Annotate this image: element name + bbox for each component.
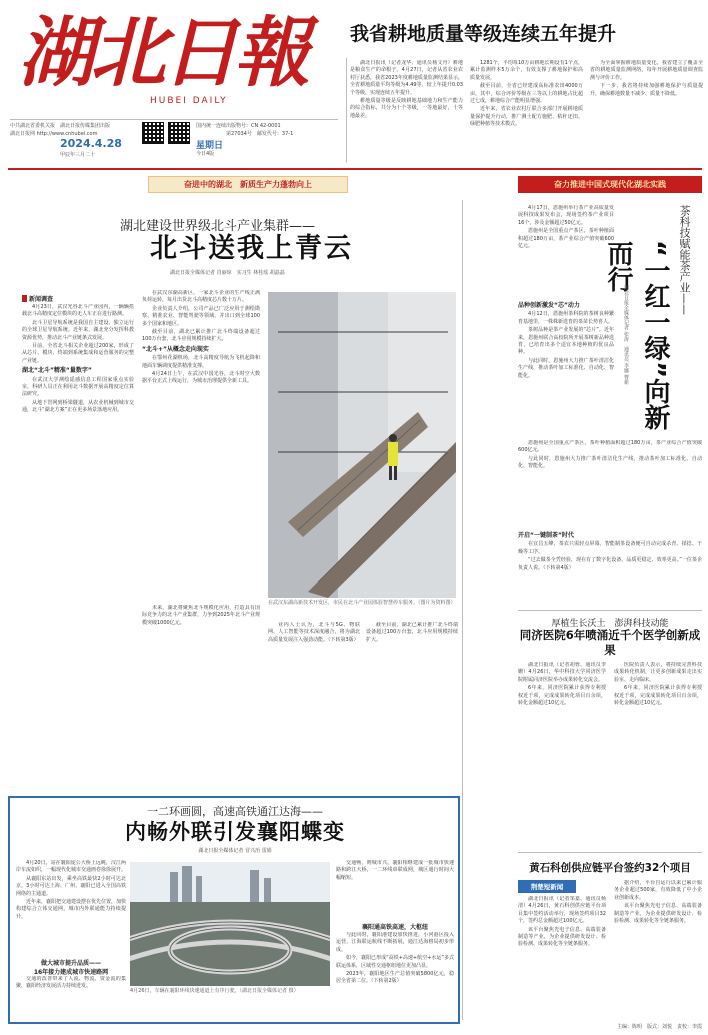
beidou-col1-subhead: 湖北“北斗”精准“量数字” <box>22 367 92 375</box>
platform-col2 <box>614 880 702 1012</box>
top-article-col1 <box>350 60 463 164</box>
top-article-p1: 湖北日报讯（记者龙华、通讯员杨文舟）耕地是粮食生产的命根子。4月27日，记者从省农业农村厅获悉，我省2023年度耕地质量监测结果显示，全省耕地质量平均等级为4.49等，较上年提升0.03个等级，实现连续五年提升。 <box>350 60 463 96</box>
hospital-col1 <box>518 662 606 842</box>
platform-label <box>518 880 576 893</box>
hospital-p1: 湖北日报讯（记者胡蓉、通讯员李姗）4月26日，华中科技大学同济医学院附属同济医院举办成果转化交流会。 <box>518 662 606 683</box>
xiangyang-col1-subhead <box>16 958 126 976</box>
beidou-col1-p5: 从地下管网到桥梁隧道，从农业机械到城市交通，北斗“湖北方案”正在更多场景落地应用。 <box>22 399 134 414</box>
top-article-col2 <box>470 60 583 164</box>
right-column-rule <box>462 200 463 1020</box>
website-line: 湖北日报网 http://www.cnhubei.com <box>10 131 98 137</box>
section-marker-icon <box>22 295 27 302</box>
banner-right <box>518 176 702 193</box>
hospital-p3: 医院负责人表示，将持续完善科技成果转化机制，让更多创新成果走出实验室、走向临床。 <box>614 662 702 683</box>
xiangyang-caption: 4月26日，车辆在襄阳环线快速通道上有序行驶。（湖北日报全媒体记者 摄） <box>130 988 299 994</box>
xiangyang-photo <box>130 862 330 986</box>
tea-byline: 湖北日报全媒体记者 张涛 通讯员 李娜 曹新 <box>623 285 629 385</box>
xiangyang-col1-p1: 4月20日，站在襄阳庞公大桥上远眺，汉江两岸车流如织，一幅现代化城市交通画卷徐徐展开。 <box>16 860 126 874</box>
tea-section-1b <box>518 440 702 530</box>
platform-col1 <box>518 896 606 1012</box>
xiangyang-col3-p2: 与此同时，襄阳港建设加快推进，小河港区投入运营，江海联运航线不断拓展，通江达海格局初步形成。 <box>336 932 454 953</box>
tea-title: “一红一绿”向新而行 <box>603 240 670 431</box>
tea-p1: 4月12日，恩施州茶科院的茶树良种繁育基地里，一株株新选育的茶苗长势喜人。 <box>518 311 614 325</box>
tea-intro-p1: 4月17日，恩施州举行茶产业高质量发展科技成果发布会，现场签约茶产业项目16个，涉及金额超过50亿元。 <box>518 205 614 226</box>
qr-code-1[interactable] <box>142 122 164 144</box>
beidou-col2-subhead: “北斗+”从概念走向现实 <box>142 345 209 353</box>
tea-p5: 与此同时，恩施州大力推广茶叶清洁化生产线，推动茶叶加工标准化、自动化、智能化。 <box>518 455 702 470</box>
hospital-p2: 6年来，同济医院累计获得专利授权近千项，完成成果转化项目百余项，转化金额超过10亿元。 <box>518 685 606 707</box>
tea-p4: 恩施州是全国重点产茶区，茶叶种植面积超过180万亩，茶产业综合产值突破600亿元。 <box>518 440 702 454</box>
hospital-title: 同济医院6年喷涌近千个医学创新成果 <box>519 628 701 657</box>
tea-subhead-2: 开启“一键制茶”时代 <box>518 532 574 539</box>
beidou-title: 北斗送我上青云 <box>150 233 353 264</box>
xiangyang-col1 <box>16 860 126 956</box>
tea-p3: 与此同时，恩施州大力推广茶叶清洁化生产线，推动茶叶加工标准化、自动化、智能化。 <box>518 357 614 379</box>
hospital-kicker: 厚植生长沃土 澎湃科技动能 <box>551 619 669 629</box>
logo-latin: HUBEI DAILY <box>150 96 228 106</box>
xiangyang-col1-p2: 从襄阳东站出发，乘坐高铁最快2小时可达北京，3小时可达上海、广州，襄阳已进入全国高铁网络的主通道。 <box>16 875 126 897</box>
beidou-kicker: 湖北建设世界级北斗产业集群—— <box>120 219 316 234</box>
tea-p2: 茶树品种是茶产业发展的“芯片”。近年来，恩施州联合高校院所开展茶树新品种选育，已培育出多个适宜本地种植的优良品种。 <box>518 327 614 356</box>
beidou-bottom-p2: 业内人士认为，北斗与5G、物联网、人工智能等技术深度融合，将为湖北高质量发展注入强劲动能。（下转第3版） <box>268 622 360 643</box>
issue-number: 国内统一连续出版物号：CN 42-0001 <box>196 123 281 129</box>
top-article-p2: 耕地质量等级是反映耕地基础地力和生产能力的综合指标，共分为十个等级，一等地最好，十等地最差。 <box>350 98 463 119</box>
beidou-col2-p4: 在鄂州花湖机场，北斗高精度导航为飞机起降和地面车辆调度提供精准支撑。 <box>142 355 260 369</box>
qr-code-2[interactable] <box>168 122 190 144</box>
beidou-photo-caption: 在武汉东湖高新技术开发区，市民在北斗产业园体验智慧停车服务。（图片为资料图） <box>268 600 456 606</box>
top-article-p3: 1281个，平均每10万亩耕地长期设有1个点，累计监测样本5万余个，有效支撑了耕地保护和高质量发展。 <box>470 60 583 81</box>
hospital-p4: 6年来，同济医院累计获得专利授权近千项，完成成果转化项目百余项，转化金额超过10亿元。 <box>614 685 702 707</box>
hospital-col2 <box>614 662 702 842</box>
divider <box>10 119 338 120</box>
stair-illustration <box>268 292 456 598</box>
section-label-text: 新闻调查 <box>29 296 54 303</box>
lunar-date: 甲辰年三月二十 <box>60 152 96 158</box>
beidou-col2-p5: 4月24日上午，在武汉中国光谷，北斗时空大数据平台正式上线运行，为城市治理提供全新工具。 <box>142 371 260 385</box>
tea-section-2 <box>518 530 702 606</box>
beidou-col1-p4: 在武汉大学测绘遥感信息工程国家重点实验室，科研人员正在利用北斗数据开展高精度定位算法研究。 <box>22 376 134 398</box>
xiangyang-col3-p1: 交通畅，则城市兴。襄阳相继建成一批城市快速路和跨江大桥，一二环线串联成网，城区通行时间大幅缩短。 <box>336 860 454 881</box>
page-count: 今日4版 <box>196 151 215 157</box>
beidou-col2 <box>142 290 260 596</box>
platform-title: 黄石科创供应链平台签约32个项目 <box>529 862 691 874</box>
top-article-p5: 近年来，省农业农村厅联合多部门开展耕地质量保护提升行动，推广测土配方施肥、秸秆还田、绿肥种植等技术模式。 <box>470 106 583 128</box>
beidou-photo <box>268 292 456 598</box>
banner-right-text: 奋力推进中国式现代化湖北实践 <box>554 180 666 189</box>
beidou-bottom-p1: 未来，湖北将聚焦北斗规模化应用，打造具有国际竞争力的北斗产业集群，力争到2025年北斗产业规模突破1000亿元。 <box>142 605 260 626</box>
beidou-bottom-p3: 截至目前，湖北已累计推广北斗终端设备超过100万台套，北斗应用规模持续扩大。 <box>366 622 458 643</box>
xiangyang-col3b <box>336 932 454 1016</box>
beidou-bottom-col2 <box>268 622 360 732</box>
xiangyang-title: 内畅外联引发襄阳蝶变 <box>125 819 345 844</box>
xiangyang-col1b <box>16 976 126 1018</box>
xiangyang-col1-p4: 交通的改善带来了人流、物流、资金流的集聚，襄阳经济发展活力持续迸发。 <box>16 976 126 990</box>
xiangyang-col1-p3: 近年来，襄阳把交通建设摆在优先位置，加快构建综合立体交通网，城市内外联通能力持续提升。 <box>16 899 126 920</box>
tea-divider <box>518 610 702 611</box>
tea-title-side: 茶科技赋能茶产业—— <box>678 205 691 315</box>
beidou-byline: 湖北日报全媒体记者 肖丽琼 实习生 林桂瑶 胡皛皛 <box>170 270 285 276</box>
banner-left <box>148 176 348 193</box>
lead-headline: 我省耕地质量等级连续五年提升 <box>350 23 617 45</box>
banner-left-text: 奋进中的湖北 新质生产力蓬勃向上 <box>184 180 312 189</box>
xiangyang-kicker: 一二环画圆，高速高铁通江达海—— <box>147 805 323 818</box>
beidou-col1 <box>22 304 134 784</box>
top-article-p6: 为全面掌握耕地质量变化，我省建立了覆盖全省的耕地质量监测网络，每年开展耕地质量调查监测与评价工作。 <box>590 60 703 81</box>
weekday: 星期日 <box>196 141 224 151</box>
footer-credit: 主编：陈明 版式：刘悦 责校：李霞 <box>616 1024 702 1030</box>
publisher-line: 中共湖北省委机关报 湖北日报传媒集团出版 <box>10 123 111 129</box>
date: 2024.4.28 <box>60 137 122 150</box>
logo: 湖北日報 <box>18 8 306 97</box>
xiangyang-col1-subhead-2: 16年接力建成城市快速路网 <box>33 969 109 976</box>
beidou-col1-p1: 4月23日，武汉光谷北斗产业园内，一辆辆搭载北斗高精度定位模块的无人车正在进行路测。 <box>22 304 134 318</box>
xiangyang-col3-p3: 如今，襄阳已形成“高铁+高速+航空+水运”多式联运体系，区域性交通枢纽地位更加凸显。 <box>336 955 454 969</box>
beidou-col2-p1: 在武汉东湖高新区，一家北斗企业的生产线正满负荷运转，每月出货北斗高精度芯片数十万片。 <box>142 290 260 304</box>
hospital-divider <box>518 852 702 853</box>
column-rule <box>346 58 347 163</box>
section-label <box>22 294 53 303</box>
platform-p1: 湖北日报讯（记者邹嘉、通讯员杨清）4月26日，黄石科创供应链平台项目集中签约活动举行，现场签约项目32个，签约总金额超过100亿元。 <box>518 896 606 925</box>
xiangyang-subhead: 襄阳通高铁高速，大枢纽 <box>361 924 428 931</box>
beidou-col1-p2: 北斗卫星导航系统是我国自主建设、独立运行的全球卫星导航系统。近年来，湖北充分发挥科教资源优势，推动北斗产业链条式发展。 <box>22 319 134 341</box>
xiangyang-byline: 湖北日报全媒体记者 冒兴治 雷娟 <box>198 848 272 854</box>
masthead <box>0 0 708 170</box>
masthead-rule <box>8 168 702 170</box>
platform-p2: 该平台聚焦光电子信息、高端装备制造等产业，为企业提供研发设计、检验检测、成果转化等全链条服务。 <box>518 926 606 948</box>
top-article-p7: 下一步，我省将持续加强耕地保护与质量提升，确保耕地数量不减少、质量不降低。 <box>590 83 703 97</box>
tea-subhead-1: 品种创新激发“芯”动力 <box>518 302 580 309</box>
platform-p3: 据介绍，平台自运行以来已累计服务企业超过500家，有效降低了中小企业创新成本。 <box>614 880 702 901</box>
beidou-bottom-col1 <box>142 605 260 785</box>
tea-p7: “过去做茶全凭经验，现在有了数字化设备，品质更稳定、效率更高。”一位茶企负责人说。（下转第4版） <box>518 557 702 571</box>
issue-number-2: 第27034号 邮发代号：37-1 <box>226 131 294 137</box>
platform-label-text: 荆楚短新闻 <box>530 883 564 891</box>
platform-p4: 该平台聚焦光电子信息、高端装备制造等产业，为企业提供研发设计、检验检测、成果转化等全链条服务。 <box>614 903 702 925</box>
top-article-p4: 截至目前，全省已经建成高标准农田4000万亩，其中，综合评价等级在三等以上的耕地占比超过七成，耕地综合产能明显增强。 <box>470 83 583 105</box>
xiangyang-col3 <box>336 860 454 920</box>
beidou-col2-p3: 截至目前，湖北已累计推广北斗终端设备超过100万台套，北斗应用规模持续扩大。 <box>142 329 260 343</box>
beidou-bottom-col3 <box>366 622 458 732</box>
xiangyang-col1-subhead-1: 做大城市提升品质—— <box>40 960 101 967</box>
beidou-col1-p3: 目前，全省北斗相关企业超过200家，形成了从芯片、模块、终端到系统集成和运营服务的完整产业链。 <box>22 343 134 364</box>
interchange-illustration <box>130 862 330 986</box>
tea-intro-p2: 恩施州是全国重点产茶区，茶叶种植面积超过180万亩，茶产业综合产值突破600亿元。 <box>518 228 614 250</box>
beidou-col2-p2: 企业负责人介绍，公司产品已广泛应用于测绘勘察、精准农业、智能驾驶等领域，并出口到全球100多个国家和地区。 <box>142 305 260 327</box>
top-article-col3 <box>590 60 703 164</box>
tea-p6: 在宜昌五峰，茶农只需轻点屏幕，智能制茶设备便可自动完成杀青、揉捻、干燥等工序。 <box>518 541 702 555</box>
xiangyang-col3-p4: 2023年，襄阳地区生产总值突破5800亿元，稳居全省第二位。（下转第2版） <box>336 971 454 985</box>
